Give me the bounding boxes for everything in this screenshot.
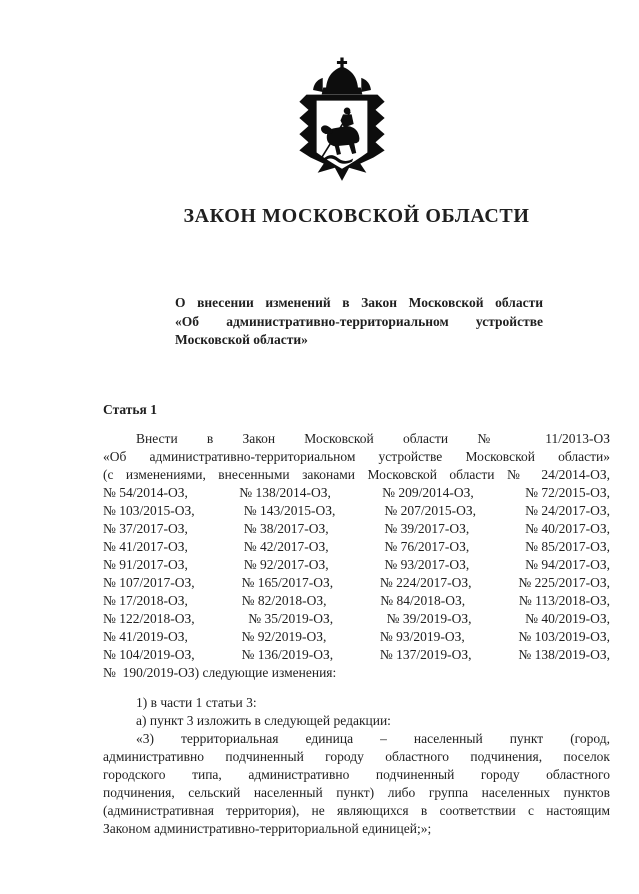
amendment-paragraph-line: подчинения, сельский населенный пункт) либо группа населенных пунктов [103, 785, 610, 800]
subtitle-line: Московской области» [175, 332, 308, 347]
law-number: № 93/2017-ОЗ, [384, 557, 470, 572]
law-number: № 122/2018-ОЗ, [103, 611, 195, 626]
amendment-paragraph-line: городского типа, административно подчиненный городу областного [103, 767, 610, 782]
law-number: № 103/2019-ОЗ, [518, 629, 610, 644]
law-number: № 76/2017-ОЗ, [384, 539, 470, 554]
law-number: № 93/2019-ОЗ, [379, 629, 465, 644]
amendments-block [103, 694, 610, 838]
law-row [103, 610, 610, 628]
law-number: № 41/2017-ОЗ, [103, 539, 188, 554]
law-number: № 17/2018-ОЗ, [103, 593, 188, 608]
amendment-intro [103, 694, 610, 730]
law-number: № 39/2017-ОЗ, [384, 521, 470, 536]
document-subtitle [175, 294, 543, 350]
law-number: № 91/2017-ОЗ, [103, 557, 188, 572]
intro-paragraph [103, 430, 610, 484]
law-number-list [103, 484, 610, 664]
amendment-intro-line: а) пункт 3 изложить в следующей редакции: [136, 713, 391, 728]
article-1-heading: Статья 1 [103, 402, 157, 417]
law-number: № 92/2017-ОЗ, [243, 557, 329, 572]
law-number: № 165/2017-ОЗ, [241, 575, 334, 590]
intro-line: Внести в Закон Московской области № 11/2013-ОЗ [136, 431, 610, 446]
law-number: № 38/2017-ОЗ, [243, 521, 329, 536]
law-number: № 107/2017-ОЗ, [103, 575, 195, 590]
amendment-intro-line: 1) в части 1 статьи 3: [136, 695, 257, 710]
law-number: № 54/2014-ОЗ, [103, 485, 188, 500]
intro-line: (с изменениями, внесенными законами Московской области № 24/2014-ОЗ, [103, 467, 610, 482]
intro-line: «Об административно-территориальном устройстве Московской области» [103, 449, 610, 464]
law-number: № 40/2017-ОЗ, [525, 521, 610, 536]
law-row [103, 502, 610, 520]
amendment-paragraph-line: «3) территориальная единица – населенный пункт (город, [136, 731, 610, 746]
law-number: № 92/2019-ОЗ, [241, 629, 327, 644]
law-number: № 42/2017-ОЗ, [243, 539, 329, 554]
article-1-body [103, 430, 610, 682]
amendment-paragraph [103, 730, 610, 838]
law-number: № 224/2017-ОЗ, [379, 575, 472, 590]
law-row [103, 484, 610, 502]
law-number: № 85/2017-ОЗ, [525, 539, 610, 554]
amendment-paragraph-line: Законом административно-территориальной единицей;»; [103, 821, 432, 836]
law-number: № 103/2015-ОЗ, [103, 503, 195, 518]
law-number: № 82/2018-ОЗ, [241, 593, 327, 608]
amendment-paragraph-line: (административная территория), не являющихся в соответствии с настоящим [103, 803, 610, 818]
document-title: ЗАКОН МОСКОВСКОЙ ОБЛАСТИ [183, 205, 530, 227]
law-row [103, 628, 610, 646]
moscow-oblast-coat-of-arms-icon [296, 56, 388, 188]
law-row [103, 538, 610, 556]
law-row [103, 574, 610, 592]
law-number: № 136/2019-ОЗ, [241, 647, 334, 662]
law-number: № 37/2017-ОЗ, [103, 521, 188, 536]
law-number: № 84/2018-ОЗ, [380, 593, 466, 608]
law-row [103, 592, 610, 610]
law-list-tail: № 190/2019-ОЗ) следующие изменения: [103, 665, 337, 680]
law-number: № 40/2019-ОЗ, [525, 611, 610, 626]
law-number: № 94/2017-ОЗ, [525, 557, 610, 572]
law-number: № 138/2014-ОЗ, [239, 485, 331, 500]
law-row [103, 646, 610, 664]
law-row [103, 556, 610, 574]
subtitle-line: «Об административно-территориальном устройстве [175, 313, 543, 329]
law-number: № 143/2015-ОЗ, [243, 503, 336, 518]
law-number: № 137/2019-ОЗ, [379, 647, 472, 662]
law-row [103, 520, 610, 538]
law-number: № 24/2017-ОЗ, [525, 503, 610, 518]
law-number: № 104/2019-ОЗ, [103, 647, 195, 662]
law-number: № 207/2015-ОЗ, [384, 503, 477, 518]
law-number: № 138/2019-ОЗ, [518, 647, 610, 662]
law-number: № 72/2015-ОЗ, [525, 485, 610, 500]
law-number: № 41/2019-ОЗ, [103, 629, 188, 644]
law-number: № 35/2019-ОЗ, [248, 611, 334, 626]
law-number: № 225/2017-ОЗ, [518, 575, 610, 590]
law-number: № 209/2014-ОЗ, [382, 485, 474, 500]
amendment-paragraph-line: административно подчиненный городу областного подчинения, поселок [103, 749, 610, 764]
subtitle-line: О внесении изменений в Закон Московской области [175, 295, 543, 310]
law-number: № 39/2019-ОЗ, [386, 611, 472, 626]
law-number: № 113/2018-ОЗ, [518, 593, 610, 608]
